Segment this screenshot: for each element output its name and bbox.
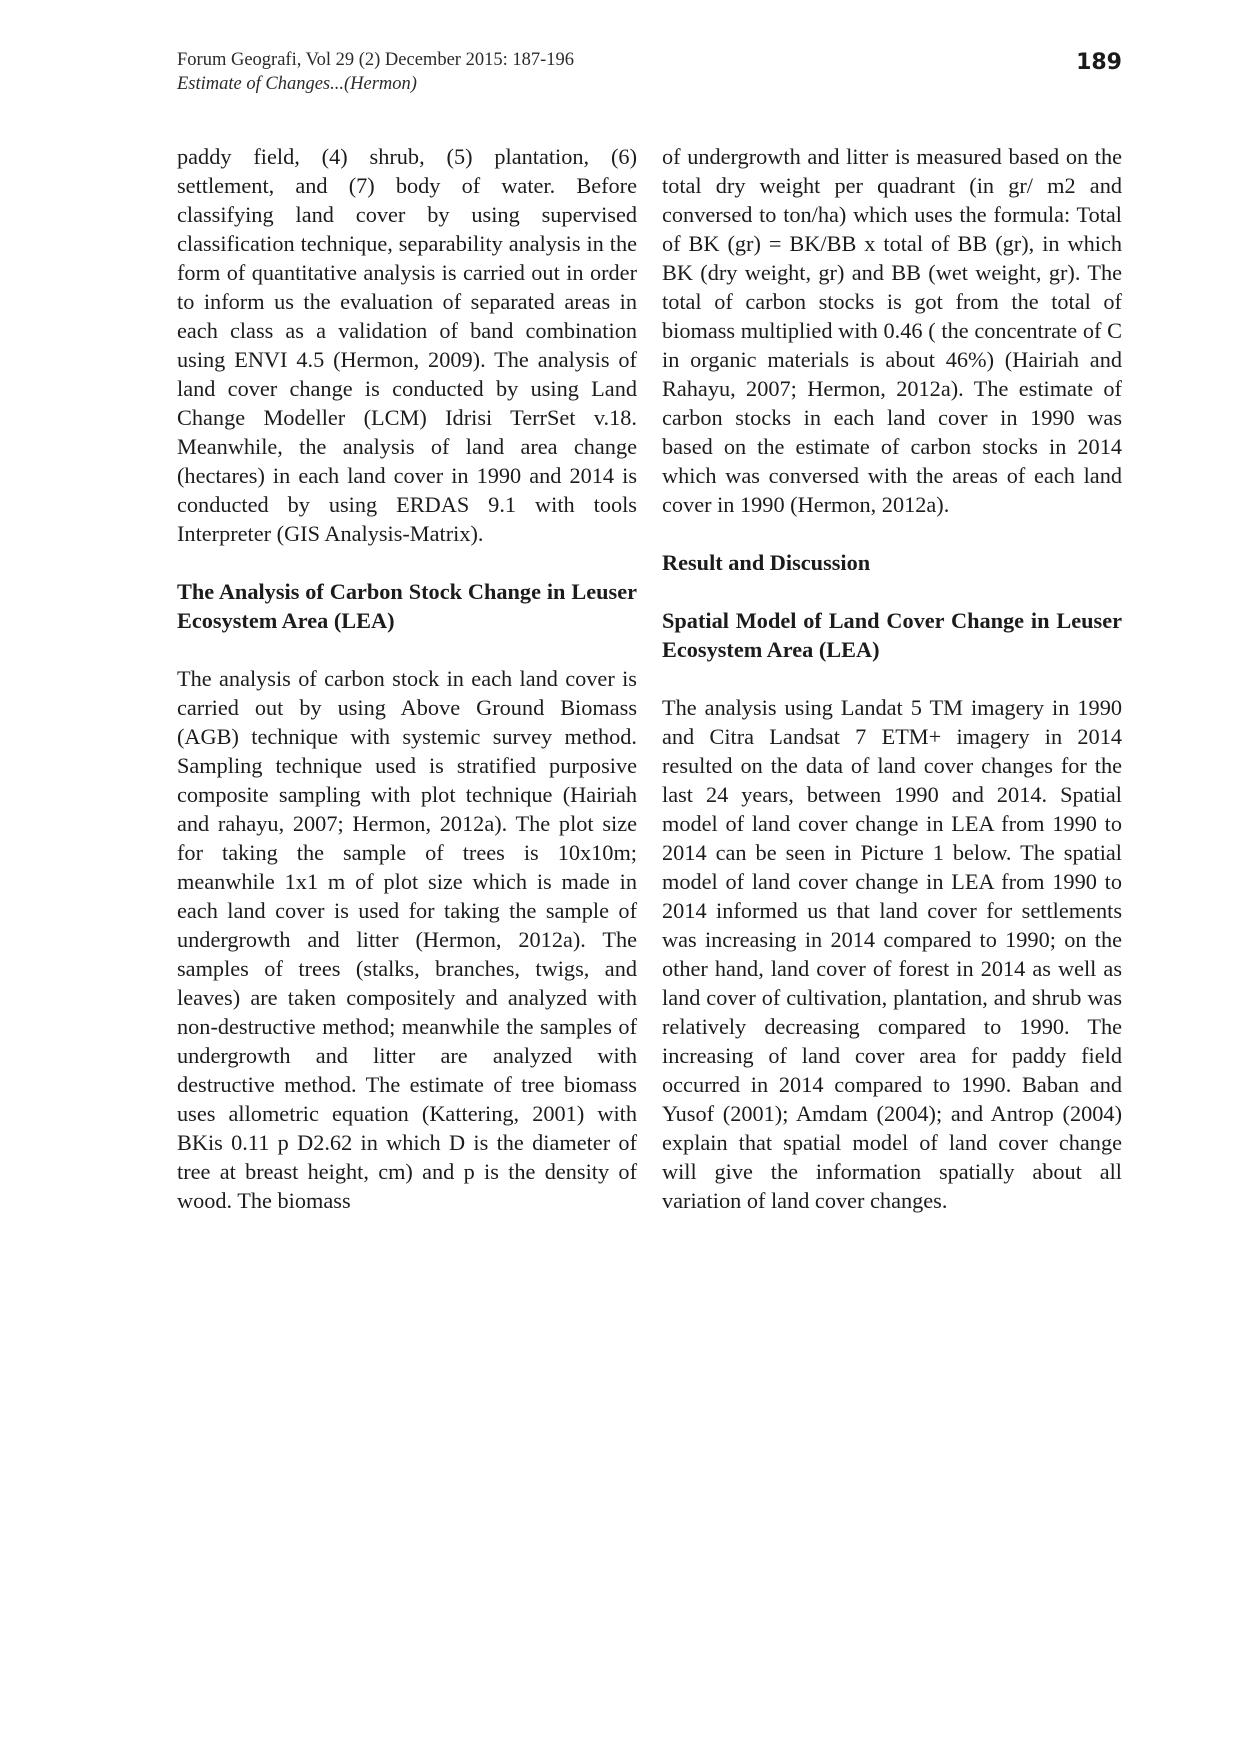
right-column xyxy=(662,142,1122,1215)
paragraph: paddy field, (4) shrub, (5) plantation, (6) settlement, and (7) body of water. Before classifying land cover by using supervised classification technique, separability analysis in the form of quantitative analysis is carried out in order to inform us the evaluation of separated areas in each class as a validation of band combination using ENVI 4.5 (Hermon, 2009). The analysis of land cover change is conducted by using Land Change Modeller (LCM) Idrisi TerrSet v.18. Meanwhile, the analysis of land area change (hectares) in each land cover in 1990 and 2014 is conducted by using ERDAS 9.1 with tools Interpreter (GIS Analysis-Matrix). xyxy=(177,144,637,546)
section-heading: The Analysis of Carbon Stock Change in Leuser Ecosystem Area (LEA) xyxy=(177,579,637,633)
paragraph: of undergrowth and litter is measured based on the total dry weight per quadrant (in gr/ m2 and conversed to ton/ha) which uses the formula: Total of BK (gr) = BK/BB x total of BB (gr), in which BK (dry weight, gr) and BB (wet weight, gr). The total of carbon stocks is got from the total of biomass multiplied with 0.46 ( the concentrate of C in organic materials is about 46%) (Hairiah and Rahayu, 2007; Hermon, 2012a). The estimate of carbon stocks in each land cover in 1990 was based on the estimate of carbon stocks in 2014 which was conversed with the areas of each land cover in 1990 (Hermon, 2012a). xyxy=(662,144,1122,517)
section-heading: Result and Discussion xyxy=(662,550,871,575)
subsection-heading: Spatial Model of Land Cover Change in Leuser Ecosystem Area (LEA) xyxy=(662,608,1122,662)
page-number: 189 xyxy=(1076,50,1122,75)
paragraph: The analysis of carbon stock in each land cover is carried out by using Above Ground Biomass (AGB) technique with systemic survey method. Sampling technique used is stratified purposive composite sampling with plot technique (Hairiah and rahayu, 2007; Hermon, 2012a). The plot size for taking the sample of trees is 10x10m; meanwhile 1x1 m of plot size which is made in each land cover is used for taking the sample of undergrowth and litter (Hermon, 2012a). The samples of trees (stalks, branches, twigs, and leaves) are taken compositely and analyzed with non-destructive method; meanwhile the samples of undergrowth and litter are analyzed with destructive method. The estimate of tree biomass uses allometric equation (Kattering, 2001) with BKis 0.11 p D2.62 in which D is the diameter of tree at breast height, cm) and p is the density of wood. The biomass xyxy=(177,666,637,1213)
paragraph: The analysis using Landat 5 TM imagery in 1990 and Citra Landsat 7 ETM+ imagery in 2014 resulted on the data of land cover changes for the last 24 years, between 1990 and 2014. Spatial model of land cover change in LEA from 1990 to 2014 can be seen in Picture 1 below. The spatial model of land cover change in LEA from 1990 to 2014 informed us that land cover for settlements was increasing in 2014 compared to 1990; on the other hand, land cover of forest in 2014 as well as land cover of cultivation, plantation, and shrub was relatively decreasing compared to 1990. The increasing of land cover area for paddy field occurred in 2014 compared to 1990. Baban and Yusof (2001); Amdam (2004); and Antrop (2004) explain that spatial model of land cover change will give the information spatially about all variation of land cover changes. xyxy=(662,695,1122,1213)
left-column xyxy=(177,142,637,1215)
article-short-title: Estimate of Changes...(Hermon) xyxy=(177,74,417,94)
running-head xyxy=(177,48,574,96)
journal-citation: Forum Geografi, Vol 29 (2) December 2015: 187-196 xyxy=(177,50,574,70)
